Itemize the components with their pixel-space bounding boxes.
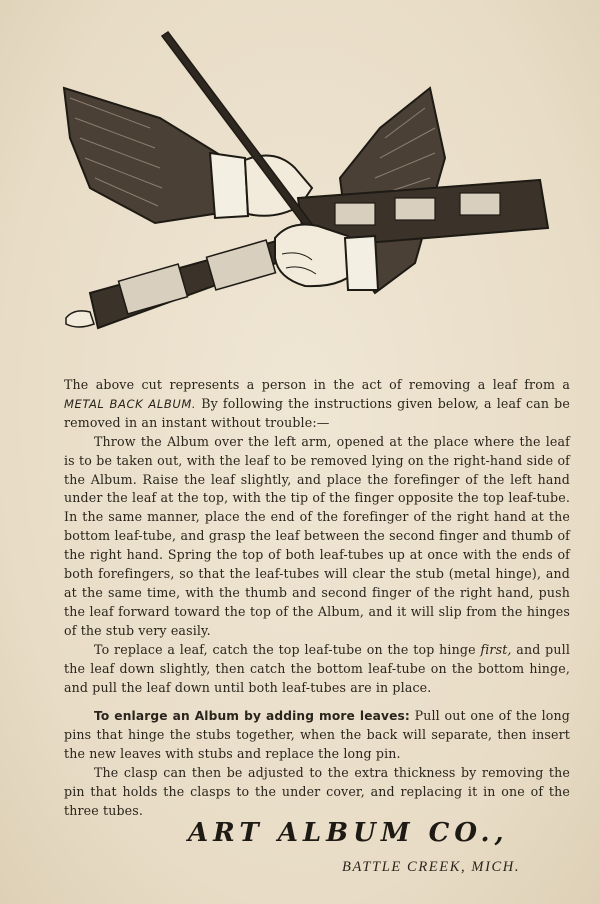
enlarge-heading: To enlarge an Album by adding more leaves: <box>94 709 410 724</box>
intro-text-start: The above cut represents a person in the act of removing a leaf from a <box>64 377 570 392</box>
left-sleeve-icon <box>64 88 225 223</box>
hands-removing-leaf-illustration <box>50 28 560 358</box>
enlarge-text: Pull out one of the long pins that hinge the stubs together, when the back will separate, then insert the new leaves with stubs and replace the long pin. <box>64 708 570 762</box>
instructions-text <box>64 376 570 821</box>
paragraph-clasp: The clasp can then be adjusted to the extra thickness by removing the pin that holds the clasps to the under cover, and replacing it in one of the three tubes. <box>64 765 570 818</box>
paragraph-removal-steps: Throw the Album over the left arm, opened at the place where the leaf is to be taken out, with the leaf to be removed lying on the right-hand side of the Album. Raise the leaf slightly, and place the forefinger of the left hand under the leaf at the top, with the tip of the finger opposite the top leaf-tube. In the same manner, place the end of the forefinger of the right hand at the bottom leaf-tube, and grasp the leaf between the second finger and thumb of the right hand. Spring the top of both leaf-tubes up at once with the ends of both forefingers, so that the leaf-tubes will clear the stub (metal hinge), and at the same time, with the thumb and second finger of the right hand, push the leaf forward toward the top of the Album, and it will slip from the hinges of the stub very easily. <box>64 433 570 638</box>
paragraph-intro <box>64 376 570 433</box>
company-name: ART ALBUM CO., <box>188 818 509 848</box>
album-name-italic: METAL BACK ALBUM. <box>64 396 197 411</box>
replace-text-end: and pull the leaf down slightly, then catch the bottom leaf-tube on the bottom hinge, and pull the leaf down until both leaf-tubes are in place. <box>64 641 570 695</box>
intro-text-end: By following the instructions given below, a leaf can be removed in an instant without trouble:— <box>64 395 570 430</box>
paragraph-enlarge-album <box>64 707 570 764</box>
replace-emphasis: first, <box>480 641 512 657</box>
company-location: BATTLE CREEK, MICH. <box>342 859 521 875</box>
replace-text-start: To replace a leaf, catch the top leaf-tube on the top hinge <box>94 641 481 657</box>
paragraph-replace-leaf <box>64 641 570 698</box>
